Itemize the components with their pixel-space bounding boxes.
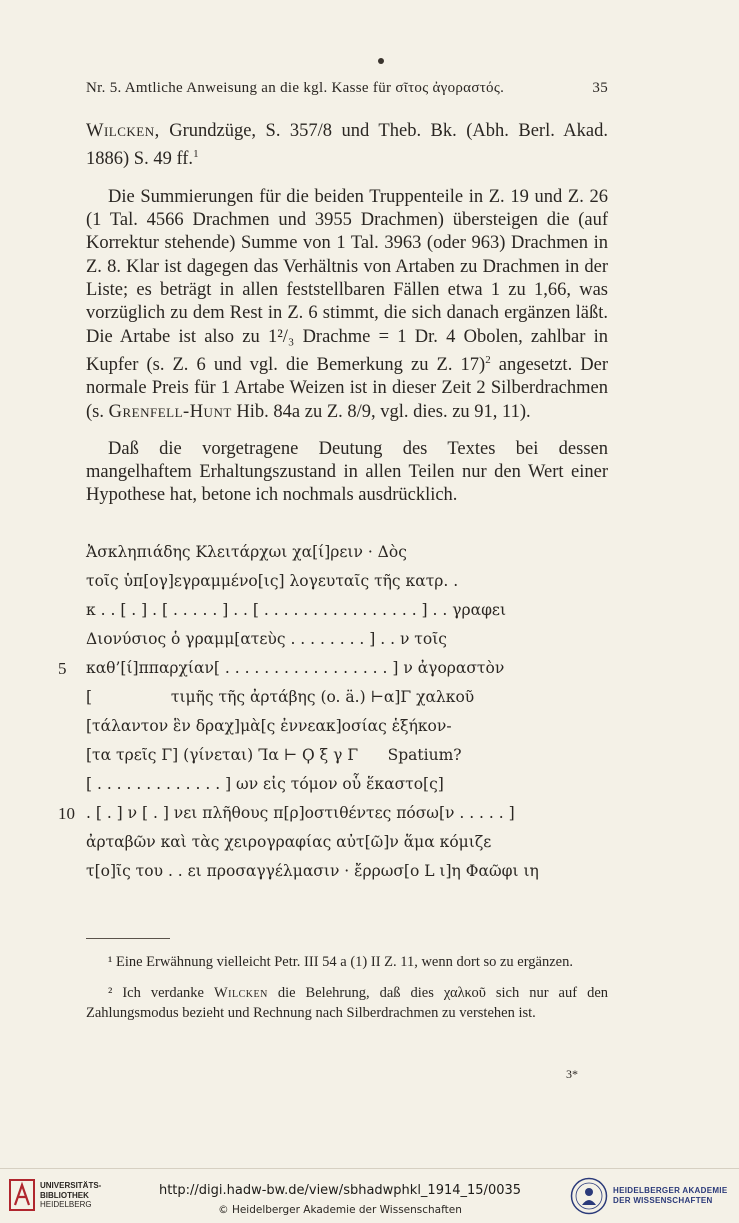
greek-line [86, 688, 626, 717]
greek-line-text: Ἀσκληπιάδης Κλειτάρχωι χα[ί]ρειν · Δὸς [86, 543, 407, 561]
paragraph-3: Daß die vorgetragene Deutung des Textes bei dessen mangelhaftem Erhaltungszustand in allen Teilen nur den Wert einer Hypothese hat, betone ich nochmals ausdrücklich. [86, 438, 608, 506]
university-library-logo-icon[interactable] [9, 1179, 35, 1211]
academy-seal-icon[interactable] [570, 1177, 608, 1215]
paragraph-1-text: Grundzüge, S. 357/8 und Theb. Bk. (Abh. Berl. Akad. 1886) S. 49 ff. [86, 121, 608, 170]
greek-line-text: Διονύσιος ὁ γραμμ[ατεὺς . . . . . . . . ] . . ν τοῖς [86, 630, 447, 648]
footnote-rule [86, 938, 170, 939]
running-head [86, 80, 608, 97]
greek-line [86, 775, 626, 804]
greek-line-text: τοῖς ὑπ[ογ]εγραμμένο[ις] λογευταῖς τῆς κατρ. . [86, 572, 459, 590]
library-line-1: UNIVERSITÄTS- [40, 1181, 102, 1190]
paragraph-2-part2: angesetzt. Der normale Preis für 1 Artabe Weizen ist in dieser Zeit 2 Silberdrachmen (s. [86, 354, 608, 422]
footnote-1-mark: ¹ [108, 954, 113, 970]
greek-line-text: κ . . [ . ] . [ . . . . . ] . . [ . . . . . . . . . . . . . . . . ] . . γραφει [86, 601, 507, 619]
greek-line-text: ἀρταβῶν καὶ τὰς χειρογραφίας αὐτ[ῶ]ν ἅμα κόμιζε [86, 833, 492, 851]
greek-line [86, 862, 626, 891]
page-number: 35 [592, 80, 608, 96]
library-line-2: BIBLIOTHEK [40, 1190, 89, 1200]
greek-line [86, 601, 626, 630]
greek-line [86, 630, 626, 659]
permalink-url[interactable]: http://digi.hadw-bw.de/view/sbhadwphkl_1914_15/0035 [158, 1183, 522, 1198]
footnote-1-text: Eine Erwähnung vielleicht Petr. III 54 a (1) II Z. 11, wenn dort so zu ergänzen. [112, 954, 573, 970]
academy-line-2: DER WISSENSCHAFTEN [613, 1196, 713, 1205]
line-number: 10 [58, 804, 75, 823]
footnote-2-mark: ² [108, 984, 113, 1001]
footnote-2 [86, 983, 608, 1024]
greek-line [86, 572, 626, 601]
footnote-2-text: Ich verdanke [112, 984, 214, 1001]
academy-name [613, 1186, 727, 1206]
greek-line [86, 717, 626, 746]
running-title: Nr. 5. Amtliche Anweisung an die kgl. Kasse für σῖτος ἀγοραστός. [86, 80, 505, 96]
library-line-3: HEIDELBERG [40, 1200, 92, 1209]
authors-name: Grenfell-Hunt [108, 401, 232, 422]
ink-dot [378, 58, 384, 64]
paragraph-2 [86, 186, 608, 424]
footnotes [86, 952, 608, 1034]
line-number: 5 [58, 659, 67, 678]
footnote-2-author: Wilcken [214, 984, 268, 1001]
greek-line [86, 746, 626, 775]
greek-line [86, 833, 626, 862]
paragraph-1 [86, 120, 608, 172]
copyright-notice: © Heidelberger Akademie der Wissenschaften [218, 1204, 462, 1216]
greek-line-text: [τα τρεῖς Γ] (γίνεται) Ꞁα ⊢ Ϙ ξ γ Γ Spatium? [86, 746, 462, 764]
footnote-ref-2[interactable]: 2 [485, 353, 491, 366]
footnote-ref-1[interactable]: 1 [193, 148, 199, 161]
footnote-2-text2: die Belehrung, daß dies χαλκοῦ sich nur auf den Zahlungsmodus bezieht und Rechnung nach Silberdrachmen zu verstehen ist. [86, 984, 609, 1021]
signature-mark: 3* [566, 1067, 578, 1081]
footnote-1 [86, 952, 608, 973]
greek-line-text: τ[ο]ῖς του . . ει προσαγγέλμασιν · ἔρρωσ[ο L ι]η Φαῶφι ιη [86, 862, 539, 880]
author-name: Wilcken, [86, 121, 160, 141]
library-name [40, 1181, 101, 1210]
footer-bar [0, 1168, 739, 1223]
paragraph-2-part1: Die Summierungen für die beiden Truppenteile in Z. 19 und Z. 26 (1 Tal. 4566 Drachmen und 3955 Drachmen) übersteigen die (auf Korrektur stehende) Summe von 1 Tal. 3963 (oder 963) Drachmen in Z. 8. Klar ist dagegen das Verhältnis von Artaben zu Drachmen in der Liste; es beträgt in allen feststellbaren Fällen etwa 1 zu 1,66, was vorzüglich zu dem Rest in Z. 6 stimmt, die sich danach ergänzen läßt. Die Artabe ist also zu 1²/₃ Drachme = 1 Dr. 4 Obolen, zahlbar in Kupfer (s. Z. 6 und vgl. die Bemerkung zu Z. 17) [86, 186, 608, 375]
greek-line [58, 804, 626, 833]
greek-text-block [58, 543, 626, 891]
greek-line [86, 543, 626, 572]
body-text [86, 120, 608, 522]
greek-line-text: [ . . . . . . . . . . . . . ] ων εἰς τόμον οὗ ἕκαστο[ς] [86, 775, 444, 793]
greek-line-text: . [ . ] ν [ . ] νει πλῆθους π[ρ]οστιθέντες πόσω[ν . . . . . ] [86, 804, 515, 822]
greek-line-text: [τάλαντον ἓν δραχ]μὰ[ς ἐννεακ]οσίας ἑξήκον- [86, 717, 452, 735]
greek-line [58, 659, 626, 688]
paragraph-2-part3: Hib. 84a zu Z. 8/9, vgl. dies. zu 91, 11). [231, 401, 531, 422]
greek-line-text: [ τιμῆς τῆς ἀρτάβης (o. ä.) ⊢α]Γ χαλκοῦ [86, 688, 475, 706]
greek-line-text: καθ’[ί]ππαρχίαν[ . . . . . . . . . . . . . . . . . ] ν ἀγοραστὸν [86, 659, 505, 677]
academy-line-1: HEIDELBERGER AKADEMIE [613, 1186, 728, 1195]
